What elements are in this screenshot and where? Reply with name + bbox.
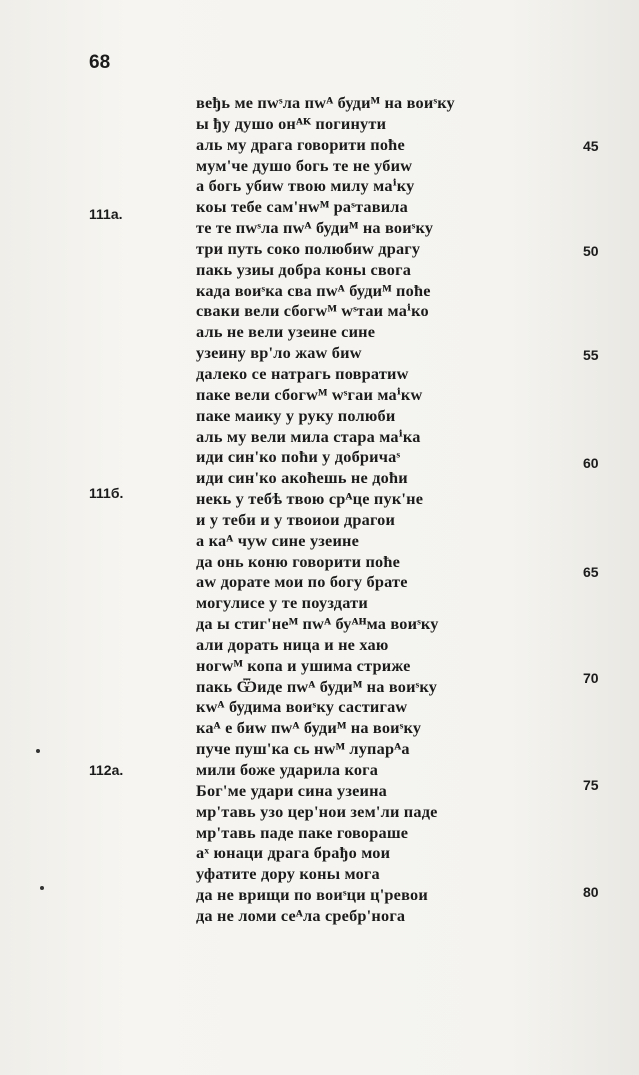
- verse-line: мум'че душо богь те не убиw: [196, 155, 413, 175]
- folio-marker: 111a.: [89, 206, 123, 222]
- verse-line: пакь Ѿиде пwᴬ будиᴹ на воиˢку: [196, 676, 438, 696]
- verse-line: сваки вели сбогwᴹ wˢтаи маⁱко: [196, 301, 429, 321]
- verse-line: мр'тавь паде паке говораше: [196, 822, 409, 842]
- verse-line: Бог'ме удари сина узеина: [196, 780, 388, 800]
- verse-line: иди син'ко акоћешь не доћи: [196, 468, 408, 488]
- line-number: 65: [583, 564, 599, 580]
- line-number: 70: [583, 670, 599, 686]
- line-number: 80: [583, 884, 599, 900]
- verse-block: [196, 93, 516, 927]
- ink-speck: [36, 749, 40, 753]
- verse-line: кwᴬ будима воиˢку састигаw: [196, 697, 408, 717]
- verse-line: веђь ме пwˢла пwᴬ будиᴹ на воиˢку: [196, 93, 455, 112]
- verse-line: аль не вели узеине сине: [196, 322, 376, 342]
- verse-line: и у теби и у твоиои драгои: [196, 509, 396, 529]
- verse-line: некь у тебѣ твою срᴬце пук'не: [196, 489, 424, 509]
- verse-line: мили боже ударила кога: [196, 760, 379, 779]
- page-number: 68: [89, 52, 111, 73]
- verse-line: уфатите дору коньı мога: [196, 864, 380, 884]
- verse-line: а богь убиw твою милу маⁱку: [196, 176, 415, 196]
- verse-line: три путь соко полюбиw драгу: [196, 238, 421, 258]
- verse-line: да онь коню говорити поће: [196, 551, 401, 571]
- verse-line: мр'тавь узо цер'нои зем'ли паде: [196, 801, 438, 821]
- folio-marker: 111б.: [89, 485, 124, 501]
- verse-line: могулисе у те поуздати: [196, 593, 368, 613]
- line-number: 50: [583, 243, 599, 259]
- verse-line: аˣ юнаци драга брађо мои: [196, 843, 391, 863]
- verse-line: каᴬ е биw пwᴬ будиᴹ на воиˢку: [196, 718, 422, 738]
- verse-line: да ы стиг'неᴹ пwᴬ буᴬᴴма воиˢку: [196, 614, 439, 634]
- verse-line: аль му вели мила стара маⁱка: [196, 426, 421, 446]
- verse-line: аw дорате мои по богу брате: [196, 572, 408, 592]
- verse-line: аль му драга говорити поће: [196, 134, 405, 154]
- verse-line: паке вели сбогwᴹ wˢгаи маⁱкw: [196, 384, 423, 404]
- verse-line: коы тебе сам'нwᴹ раˢтавила: [196, 197, 408, 217]
- folio-marker: 112a.: [89, 762, 124, 778]
- verse-line: пуче пуш'ка сь нwᴹ лупарᴬа: [196, 739, 410, 759]
- line-number: 75: [583, 777, 599, 793]
- verse-line: узеину вр'ло жаw биw: [196, 343, 362, 363]
- verse-line: ы ђу душо онᴬᴷ погинути: [196, 113, 387, 133]
- verse-line: пакь узиы добра коньı свога: [196, 259, 412, 279]
- verse-line: далеко се натрагь повратиw: [196, 363, 409, 383]
- verse-line: да не врищи по воиˢци ц'ревои: [196, 885, 428, 905]
- verse-line: када воиˢка сва пwᴬ будиᴹ поће: [196, 280, 431, 300]
- verse-line: ногwᴹ копа и ушима стриже: [196, 655, 411, 675]
- verse-line: али дорать ница и не хаю: [196, 634, 389, 654]
- line-number: 60: [583, 455, 599, 471]
- verse-line: иди син'ко поћи у добричаˢ: [196, 447, 401, 467]
- verse-line: а каᴬ чуw сине узеине: [196, 530, 360, 550]
- verse-line: паке маику у руку полюби: [196, 405, 396, 425]
- line-number: 55: [583, 347, 599, 363]
- verse-line: те те пwˢла пwᴬ будиᴹ на воиˢку: [196, 218, 434, 238]
- verse-line: да не ломи сеᴬла сребр'нога: [196, 905, 406, 925]
- line-number: 45: [583, 138, 599, 154]
- ink-speck: [40, 886, 44, 890]
